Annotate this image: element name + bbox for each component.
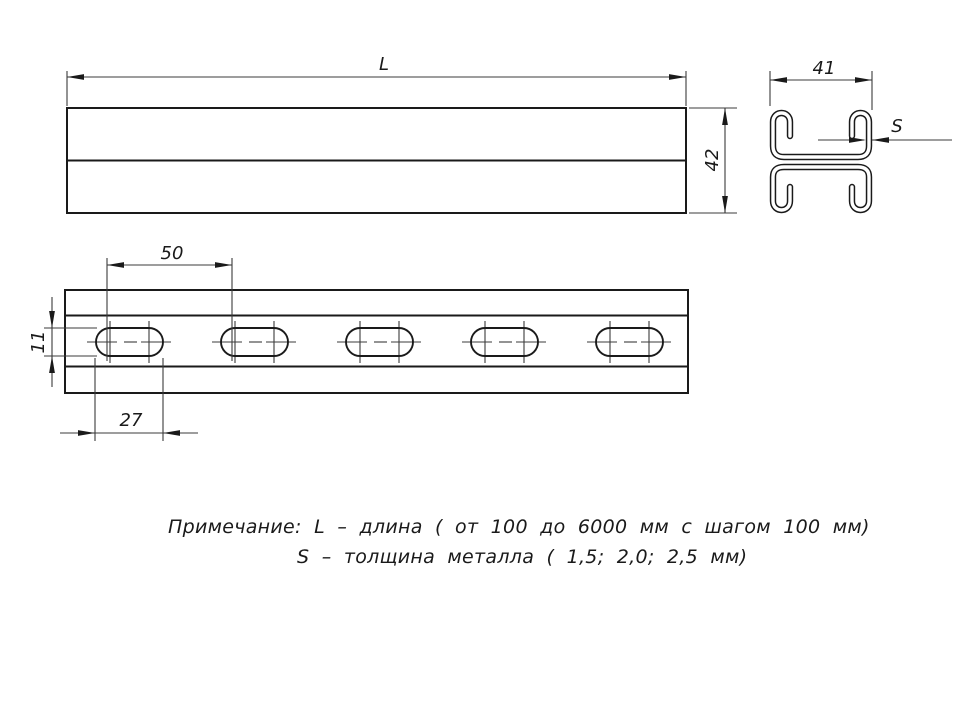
slot (587, 321, 671, 363)
arrow-right (855, 77, 872, 83)
dim-thickness (818, 116, 952, 143)
arrow-left (163, 430, 180, 436)
face-view (28, 243, 688, 441)
dim-thickness-label: S (891, 116, 903, 137)
arrow-left (872, 137, 889, 143)
dim-slot-height (28, 297, 97, 387)
slot (212, 321, 296, 363)
dim-height (689, 108, 737, 213)
arrow-down (722, 196, 728, 213)
dim-section-width-label: 41 (812, 58, 836, 79)
arrow-down (49, 311, 55, 328)
strut-profile (773, 113, 869, 210)
note-line-1: Примечание: L – длина ( от 100 до 6000 мм с шагом 100 мм) (168, 516, 870, 538)
dim-length (67, 54, 686, 106)
dim-slot-length-label: 27 (119, 410, 143, 431)
dim-slot-pitch (107, 243, 232, 361)
slots (87, 321, 671, 363)
slot (337, 321, 421, 363)
dim-slot-pitch-label: 50 (160, 243, 184, 264)
arrow-right (215, 262, 232, 268)
channel-side-outline (67, 108, 686, 213)
dim-slot-height-label: 11 (28, 330, 49, 354)
cross-section-view (770, 58, 952, 210)
dim-slot-length (60, 358, 198, 441)
arrow-left (107, 262, 124, 268)
arrow-right (669, 74, 686, 80)
arrow-right (78, 430, 95, 436)
arrow-up (49, 356, 55, 373)
side-view (67, 54, 737, 213)
notes (168, 516, 870, 568)
arrow-left (67, 74, 84, 80)
dim-height-label: 42 (702, 148, 723, 172)
slot (462, 321, 546, 363)
arrow-left (770, 77, 787, 83)
dim-section-width (770, 58, 872, 110)
slot (87, 321, 171, 363)
arrow-up (722, 108, 728, 125)
dim-length-label: L (378, 54, 390, 75)
note-line-2: S – толщина металла ( 1,5; 2,0; 2,5 мм) (297, 546, 748, 568)
